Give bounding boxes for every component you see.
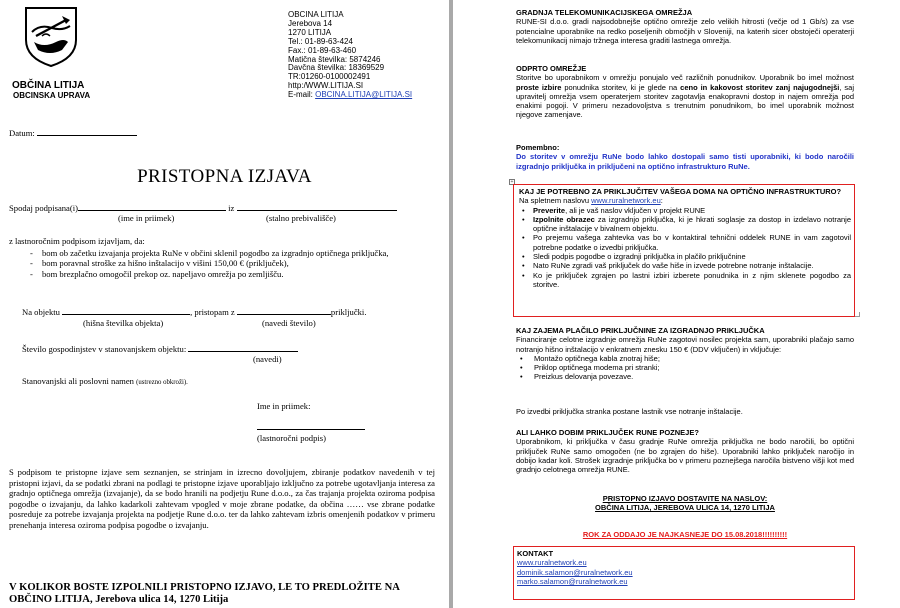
section-heading: Pomembno: <box>516 143 560 152</box>
submit-line: PRISTOPNO IZJAVO DOSTAVITE NA NASLOV: <box>602 494 768 503</box>
address-line: Jerebova 14 <box>288 18 333 28</box>
signer-line[interactable]: Spodaj podpisana(i) iz <box>9 203 397 213</box>
document-page-left <box>0 0 449 608</box>
section-heading: ODPRTO OMREŽJE <box>516 64 587 73</box>
site-line: Na spletnem naslovu www.ruralnetwork.eu: <box>519 196 663 206</box>
address-line: OBCINA LITIJA <box>288 10 344 19</box>
list-item: • Izpolnite obrazec za izgradnjo priključka, ki je hkrati soglasje za dostop in izdelavo notranje optične inštalacije v bivalnem objektu. <box>519 215 851 234</box>
list-item: • Sledi podpis pogodbe o izgradnji priključka in plačilo priključnine <box>519 252 851 261</box>
requirements-content <box>519 187 851 289</box>
households-line[interactable]: Število gospodinjstev v stanovanjskem objektu: <box>22 344 298 354</box>
signature-line[interactable] <box>257 422 365 432</box>
consent-paragraph: S podpisom te pristopne izjave sem seznanjen, se strinjam in izrecno dovoljujem, zbiranje podatkov navedenih v tej pristopni izjavi, da se podatki zbrani na podlagi te pristopne izjave uporabljajo izključno za potrebe ugotavljanja interesa za gradnjo optičnega omrežja (izvajanje), da se bodo hranili na podjetju Rune d.o.o., za čas trajanja projekta oziroma podpisa pogodbe o izvajanju, da lahko kadarkoli zahtevam vpogled v moje zbrane podatke, da občina …… vse zbrane podatke posreduje za potrebe izvajanja projekta na podjetje Rune d.o.o. ter da lahko zahtevam izbris omenjenih podatkov v primeru prenehanja interesa oziroma podpisa pogodbe o izvajanju. <box>9 467 435 530</box>
signature-caption: (lastnoročni podpis) <box>257 433 326 443</box>
open-network-section <box>516 64 854 120</box>
count-caption: (navedi število) <box>262 318 316 328</box>
registration-number: Matična številka: 5874246 <box>288 54 381 64</box>
website-link[interactable]: http:/WWW.LITIJA.SI <box>288 81 364 91</box>
document-page-right <box>453 0 900 608</box>
fax-line: Fax.: 01-89-63-460 <box>288 45 357 55</box>
municipality-crest-icon <box>22 6 80 68</box>
intro-text: z lastnoročnim podpisom izjavljam, da: <box>9 236 145 246</box>
box-heading: KAJ JE POTREBNO ZA PRIKLJUČITEV VAŠEGA DOMA NA OPTIČNO INFRASTRUKTURO? <box>519 187 842 196</box>
contact-heading: KONTAKT <box>517 549 554 558</box>
section-text: Uporabnikom, ki priključka v času gradnje RuNe omrežja priključka ne bodo naročili, bo optični priključek RuNe samo omogočen (ne bo zgrajen do hiše). Uporabniki lahko priključek naročijo in dobijo kadar koli. Strošek izgradnje priključka bo v primeru poznejšega naročila bistveno višji kot med gradnjo celotnega omrežja RUNE. <box>516 437 854 475</box>
important-section <box>516 143 854 171</box>
list-item: • Priklop optičnega modema pri stranki; <box>516 363 854 372</box>
network-section <box>516 8 854 45</box>
households-caption: (navedi) <box>253 354 282 364</box>
signature-name-label: Ime in priimek: <box>257 401 311 411</box>
name-caption: (ime in priimek) <box>118 213 175 223</box>
purpose-line: Stanovanjski ali poslovni namen (ustrezno obkroži). <box>22 376 188 386</box>
form-title: PRISTOPNA IZJAVA <box>137 166 312 187</box>
list-item: - bom ob začetku izvajanja projekta RuNe v občini sklenil pogodbo za izgradnjo optičnega priključka, <box>30 248 389 258</box>
house-caption: (hišna številka objekta) <box>83 318 164 328</box>
submit-line: OBČINA LITIJA, JEREBOVA ULICA 14, 1270 LITIJA <box>595 503 775 513</box>
payment-list <box>516 354 854 382</box>
contact-content <box>517 549 847 586</box>
list-item: • Po prejemu vašega zahtevka vas bo v kontaktiral tehnični oddelek RUNE in vam zagotovil potrebne podatke o izvedbi priključka. <box>519 233 851 252</box>
datum-field[interactable]: Datum: <box>9 128 137 138</box>
submission-address <box>516 494 854 513</box>
residence-caption: (stalno prebivališče) <box>266 213 336 223</box>
phone-line: Tel.: 01-89-63-424 <box>288 36 353 46</box>
table-anchor-icon[interactable]: + <box>510 179 514 185</box>
object-line[interactable]: Na objektu , pristopam z priključki. <box>22 307 367 317</box>
address-block <box>288 11 412 100</box>
address-line: 1270 LITIJA <box>288 27 332 37</box>
list-item: • Nato RuNe zgradi vaš priključek do vaše hiše in izvede potrebne notranje inštalacije. <box>519 261 851 270</box>
important-text: Do storitev v omrežju RuNe bodo lahko dostopali samo tisti uporabniki, ki bodo naročili izgradnjo priključka in priključeni na optično infrastrukturo RuNe. <box>516 152 854 171</box>
section-text: Storitve bo uporabnikom v omrežju ponujalo več različnih ponudnikov. Uporabnik bo imel možnost proste izbire ponudnika storitev, ki je glede na ceno in kakovost storitev zanj najugodnejši, saj upravitelj omrežja vsem operaterjem storitev zagotavlja enakopravni dostop in najem omrežja pod enakimi pogoji. V primeru nezadovoljstva s trenutnim ponudnikom, bo imel uporabnik možnost njegove zamenjave. <box>516 73 854 120</box>
section-heading: GRADNJA TELEKOMUNIKACIJSKEGA OMREŽJA <box>516 8 693 17</box>
payment-section <box>516 326 854 382</box>
contact-website-link[interactable]: www.ruralnetwork.eu <box>517 558 587 568</box>
section-heading: KAJ ZAJEMA PLAČILO PRIKLJUČNINE ZA IZGRADNJO PRIKLJUČKA <box>516 326 765 335</box>
contact-email-link[interactable]: marko.salamon@ruralnetwork.eu <box>517 576 628 586</box>
section-heading: ALI LAHKO DOBIM PRIKLJUČEK RUNE POZNEJE? <box>516 428 699 437</box>
list-item: - bom brezplačno omogočil prekop oz. napeljavo omrežja po zemljišču. <box>30 268 284 279</box>
tax-number: Davčna številka: 18369529 <box>288 63 385 73</box>
email-line: E-mail: OBCINA.LITIJA@LITIJA.SI <box>288 90 413 100</box>
email-link[interactable]: OBCINA.LITIJA@LITIJA.SI <box>315 90 413 100</box>
bank-account: TR:01260-0100002491 <box>288 72 371 82</box>
resize-handle[interactable] <box>855 312 860 317</box>
website-link[interactable]: www.ruralnetwork.eu <box>591 196 661 206</box>
commitment-list <box>12 248 420 279</box>
deadline-text: ROK ZA ODDAJO JE NAJKASNEJE DO 15.08.2018!!!!!!!!!! <box>582 530 788 539</box>
list-item: • Preizkus delovanja povezave. <box>516 372 854 381</box>
list-item: • Preverite, ali je vaš naslov vključen v projekt RUNE <box>519 206 851 215</box>
municipality-subtitle: OBCINSKA UPRAVA <box>13 91 91 100</box>
list-item: - bom poravnal stroške za hišno inštalacijo v višini 150,00 € (priključek), <box>30 258 289 269</box>
contact-email-link[interactable]: dominik.salamon@ruralnetwork.eu <box>517 567 633 577</box>
list-item: • Montažo optičnega kabla znotraj hiše; <box>516 354 854 363</box>
ownership-text: Po izvedbi priključka stranka postane lastnik vse notranje inštalacije. <box>516 407 743 416</box>
municipality-name: OBČINA LITIJA <box>12 80 85 91</box>
later-section <box>516 428 854 474</box>
requirements-list <box>519 206 851 290</box>
list-item: • Ko je priključek zgrajen po lastni izbiri izberete ponudnika in z njim sklenete pogodbo za storitve. <box>519 271 851 290</box>
section-text: RUNE-SI d.o.o. gradi najsodobnejše optično omrežje zelo velikih hitrosti (večje od 1 Gb/s) za vse potencialne uporabnike na redko poseljenih območjih v Sloveniji, na katerih sicer obstoječi operaterji telekomunikacij nimajo tržnega interesa graditi lastnega omrežja. <box>516 17 854 45</box>
closing-instruction: V KOLIKOR BOSTE IZPOLNILI PRISTOPNO IZJAVO, LE TO PREDLOŽITE NA OBČINO LITIJA, Jerebova ulica 14, 1270 Litija <box>9 582 400 605</box>
section-text: Financiranje celotne izgradnje omrežja RuNe zagotovi nosilec projekta sam, uporabniki plačajo samo notranjo hišno inštalacijo v enkratnem znesku 150 € (DDV vključen) in vključuje: <box>516 335 854 354</box>
